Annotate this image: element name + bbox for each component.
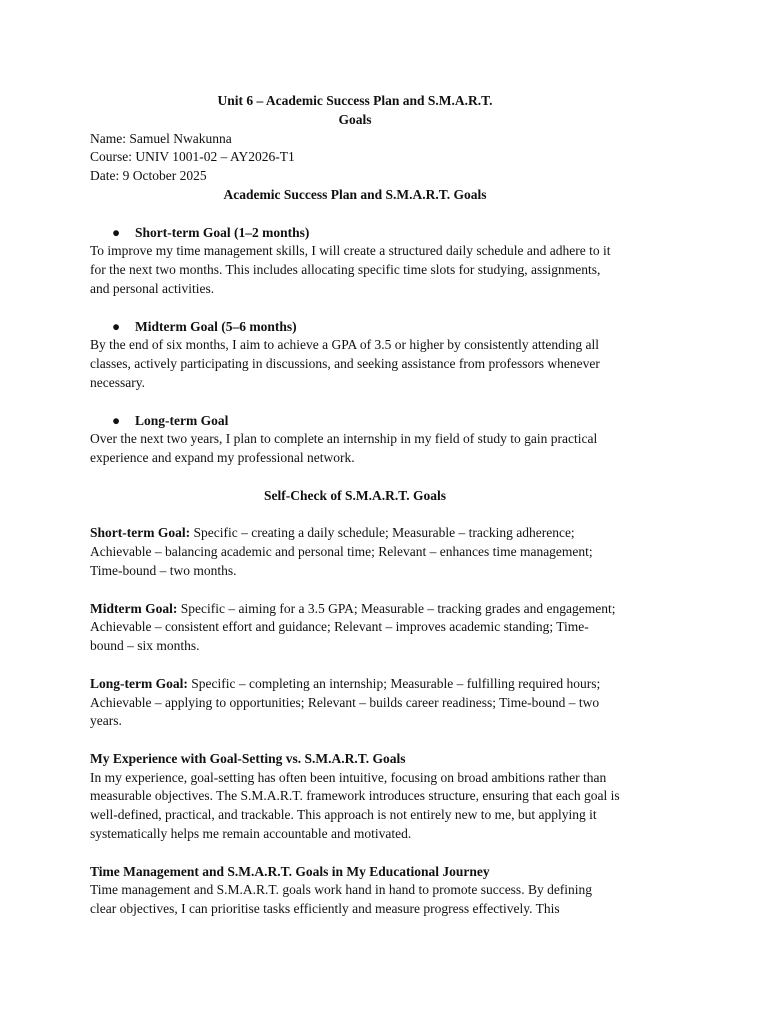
bullet-icon: ● xyxy=(112,412,121,428)
date-line: Date: 9 October 2025 xyxy=(90,168,207,184)
selfcheck-short-term xyxy=(90,524,620,580)
selfcheck-label: Long-term Goal: xyxy=(90,675,188,691)
goal-heading-long-term xyxy=(90,412,620,431)
time-management-text: Time management and S.M.A.R.T. goals work hand in hand to promote success. By defining clear objectives, I can prioritise tasks efficiently and measure progress effectively. This xyxy=(90,882,593,917)
selfcheck-midterm xyxy=(90,600,620,656)
goal-heading-midterm xyxy=(90,318,620,337)
selfcheck-label: Short-term Goal: xyxy=(90,525,191,541)
selfcheck-text: Specific – aiming for a 3.5 GPA; Measurable – tracking grades and engagement; Achievable – consistent effort and guidance; Relevant – improves academic standing; Time-bound – six months. xyxy=(90,600,616,654)
bullet-icon: ● xyxy=(112,318,121,334)
goal-heading-label: Short-term Goal (1–2 months) xyxy=(135,224,310,240)
goal-text-midterm: By the end of six months, I aim to achieve a GPA of 3.5 or higher by consistently attending all classes, actively participating in discussions, and seeking assistance from professors whenever necessary. xyxy=(90,337,600,390)
goal-text-short-term: To improve my time management skills, I will create a structured daily schedule and adhere to it for the next two months. This includes allocating specific time slots for studying, assignments, and personal activities. xyxy=(90,243,611,296)
selfcheck-heading: Self-Check of S.M.A.R.T. Goals xyxy=(264,487,446,503)
selfcheck-label: Midterm Goal: xyxy=(90,600,178,616)
experience-text: In my experience, goal-setting has often been intuitive, focusing on broad ambitions rather than measurable objectives. The S.M.A.R.T. framework introduces structure, ensuring that each goal is well-defined, practical, and trackable. This approach is not entirely new to me, but applying it systematically helps me remain accountable and motivated. xyxy=(90,769,620,842)
time-management-heading: Time Management and S.M.A.R.T. Goals in My Educational Journey xyxy=(90,863,490,879)
bullet-icon: ● xyxy=(112,224,121,240)
document-body xyxy=(90,92,620,919)
goal-heading-short-term xyxy=(90,224,620,243)
selfcheck-text: Specific – creating a daily schedule; Measurable – tracking adherence; Achievable – balancing academic and personal time; Relevant – enhances time management; Time-bound – two months. xyxy=(90,525,593,578)
plan-heading: Academic Success Plan and S.M.A.R.T. Goals xyxy=(223,186,487,202)
document-title: Unit 6 – Academic Success Plan and S.M.A.R.T. Goals xyxy=(217,93,493,127)
course-line: Course: UNIV 1001-02 – AY2026-T1 xyxy=(90,149,295,165)
experience-heading: My Experience with Goal-Setting vs. S.M.A.R.T. Goals xyxy=(90,750,406,766)
selfcheck-long-term xyxy=(90,675,620,731)
goal-text-long-term: Over the next two years, I plan to complete an internship in my field of study to gain practical experience and expand my professional network. xyxy=(90,431,598,466)
goal-heading-label: Midterm Goal (5–6 months) xyxy=(135,318,297,334)
student-name: Name: Samuel Nwakunna xyxy=(90,130,232,146)
goal-heading-label: Long-term Goal xyxy=(135,412,229,428)
selfcheck-text: Specific – completing an internship; Measurable – fulfilling required hours; Achievable – applying to opportunities; Relevant – builds career readiness; Time-bound – two years. xyxy=(90,675,601,729)
